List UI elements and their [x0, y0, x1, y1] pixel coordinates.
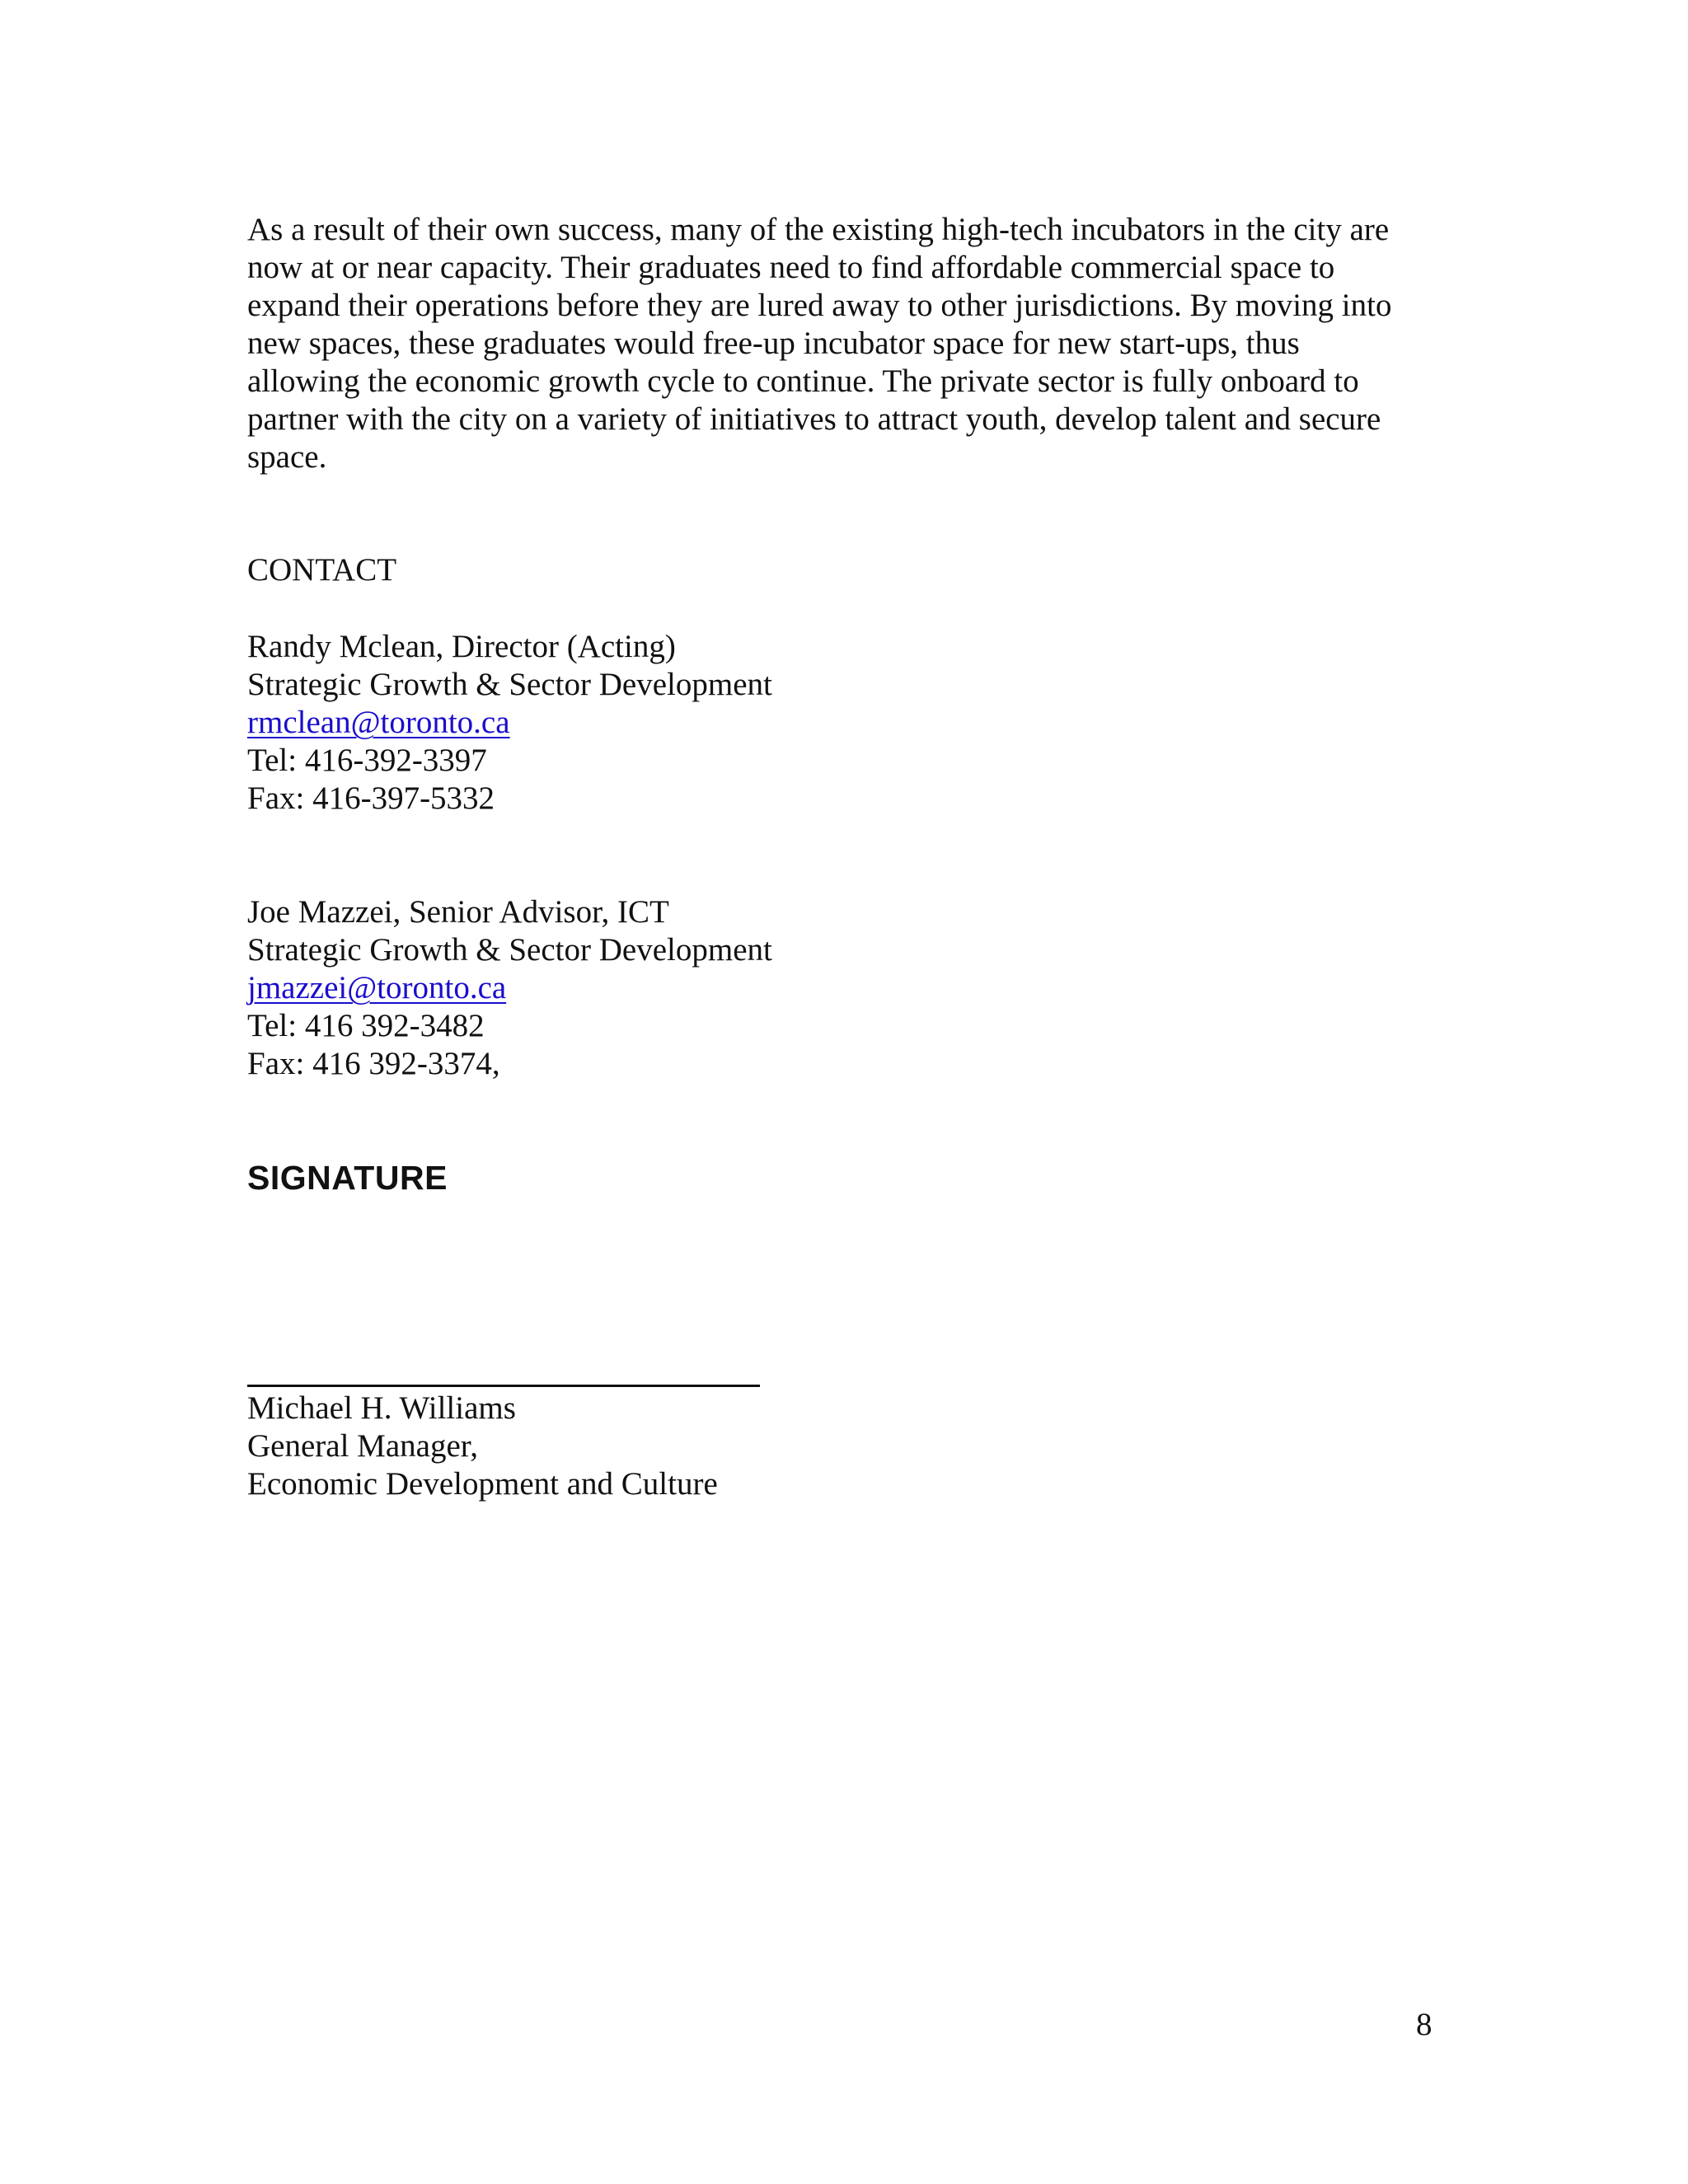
signature-line	[247, 1385, 760, 1387]
paragraph-line: now at or near capacity. Their graduates need to find affordable commercial space to	[247, 250, 1335, 285]
signatory-division: Economic Development and Culture	[247, 1466, 718, 1502]
contact-card-randy-mclean	[247, 628, 772, 818]
contact-email-link[interactable]: jmazzei@toronto.ca	[247, 970, 507, 1005]
contact-email-line	[247, 704, 772, 742]
contact-fax: Fax: 416 392-3374,	[247, 1046, 500, 1081]
contact-department: Strategic Growth & Sector Development	[247, 667, 772, 702]
contact-email-link[interactable]: rmclean@toronto.ca	[247, 705, 510, 740]
page-number: 8	[1416, 2007, 1432, 2042]
paragraph-line: partner with the city on a variety of initiatives to attract youth, develop talent and secure	[247, 401, 1381, 437]
contact-email-line	[247, 969, 772, 1007]
contact-fax: Fax: 416-397-5332	[247, 780, 495, 816]
contact-tel: Tel: 416-392-3397	[247, 743, 487, 778]
paragraph-line: expand their operations before they are lured away to other jurisdictions. By moving into	[247, 288, 1392, 323]
body-paragraph	[247, 211, 1451, 476]
signatory-title: General Manager,	[247, 1428, 478, 1464]
contact-name-title: Randy Mclean, Director (Acting)	[247, 629, 676, 664]
contact-department: Strategic Growth & Sector Development	[247, 932, 772, 968]
contact-tel: Tel: 416 392-3482	[247, 1008, 485, 1043]
paragraph-line: As a result of their own success, many of the existing high-tech incubators in the city are	[247, 212, 1390, 247]
contact-name-title: Joe Mazzei, Senior Advisor, ICT	[247, 894, 669, 930]
signatory-block	[247, 1390, 718, 1503]
signature-heading: SIGNATURE	[247, 1159, 448, 1197]
paragraph-line: allowing the economic growth cycle to continue. The private sector is fully onboard to	[247, 363, 1359, 399]
signatory-name: Michael H. Williams	[247, 1390, 516, 1426]
paragraph-line: new spaces, these graduates would free-up incubator space for new start-ups, thus	[247, 326, 1300, 361]
paragraph-line: space.	[247, 439, 327, 475]
contact-heading: CONTACT	[247, 552, 397, 588]
contact-card-joe-mazzei	[247, 893, 772, 1083]
